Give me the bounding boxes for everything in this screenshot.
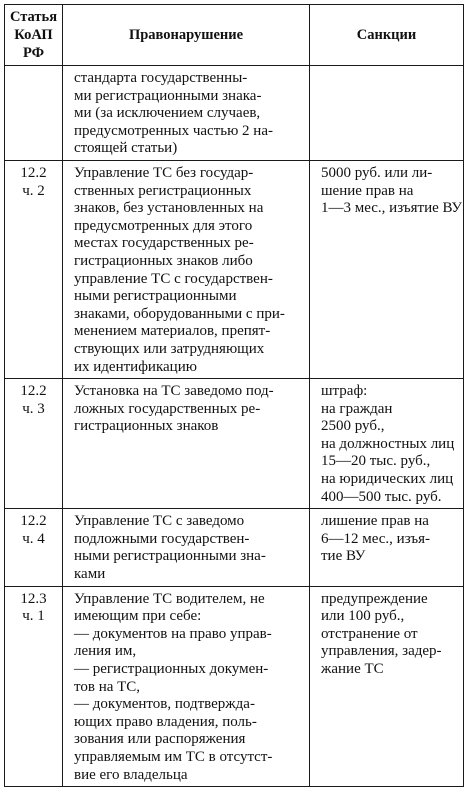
offense-line: — документов на право управ- [74, 625, 272, 642]
sanction-line: 5000 руб. или ли- [321, 164, 433, 181]
offense-line: имеющим при себе: [74, 608, 202, 625]
offense-cell [63, 586, 310, 787]
table-row [5, 586, 464, 787]
header-article [5, 5, 63, 66]
table-body [5, 66, 464, 787]
sanction-line: отстранение от [321, 625, 418, 642]
offense-line: ными регистрационными зна- [74, 548, 266, 565]
sanction-line: 1—3 мес., изъятие ВУ [321, 200, 462, 217]
offense-line: знаков, без установленных на [74, 200, 264, 217]
offense-line: их идентификацию [74, 358, 197, 375]
offense-line: ложных государственных ре- [74, 400, 261, 417]
offense-line: подложными государствен- [74, 530, 250, 547]
header-article-line: КоАП [14, 27, 53, 43]
offense-line: гистрационных знаков [74, 418, 219, 435]
offense-line: ми регистрационными знака- [74, 87, 262, 104]
offense-line: предусмотренных для этого [74, 217, 253, 234]
sanction-line: 400—500 тыс. руб. [321, 488, 442, 505]
offense-line: Управление ТС без государ- [74, 164, 254, 181]
article-line: ч. 2 [22, 182, 45, 199]
article-line: ч. 3 [22, 400, 45, 417]
offense-line: вие его владельца [74, 766, 188, 783]
offense-line: ствующих или затрудняющих [74, 340, 265, 357]
offense-line: ющих право владения, поль- [74, 713, 257, 730]
article-line: 12.2 [20, 513, 47, 530]
header-sanction: Санкции [310, 5, 464, 66]
offense-line: стоящей статьи) [74, 140, 178, 157]
offense-line: менением материалов, препят- [74, 323, 271, 340]
offense-line: Управление ТС с заведомо [74, 513, 245, 530]
article-line: 12.3 [20, 590, 47, 607]
sanction-cell [310, 66, 464, 161]
offense-line: — регистрационных докумен- [74, 661, 269, 677]
offense-line: управление ТС с государствен- [74, 270, 273, 287]
offense-line: Установка на ТС заведомо под- [74, 383, 274, 400]
article-line: ч. 4 [22, 530, 45, 547]
offense-line: ми (за исключением случаев, [74, 105, 261, 122]
offense-line: Управление ТС водителем, не [74, 590, 265, 607]
sanction-line: тие ВУ [321, 548, 366, 565]
sanction-cell [310, 586, 464, 787]
table-row [5, 509, 464, 586]
offense-line: знаками, оборудованными с при- [74, 305, 285, 322]
offense-line: ками [74, 566, 106, 583]
article-cell [5, 160, 63, 378]
offense-line: зования или распоряжения [74, 731, 246, 748]
sanction-line: управления, задер- [321, 643, 442, 660]
offense-line: местах государственных ре- [74, 235, 254, 252]
offense-line: — документов, подтвержда- [74, 696, 255, 713]
sanction-line: предупреждение [321, 590, 428, 607]
offense-cell [63, 66, 310, 161]
sanction-line: на юридических лиц [321, 471, 454, 488]
table-header-row [5, 5, 464, 66]
header-offense: Правонарушение [63, 5, 310, 66]
offense-line: ления им, [74, 643, 137, 660]
article-cell [5, 586, 63, 787]
table-row [5, 379, 464, 509]
sanction-line: штраф: [321, 383, 368, 400]
offense-line: стандарта государственны- [74, 70, 248, 86]
sanction-line: жание ТС [321, 661, 384, 677]
sanction-line: или 100 руб., [321, 608, 405, 625]
offense-line: тов на ТС, [74, 678, 141, 695]
sanction-cell [310, 379, 464, 509]
offense-line: управляемым им ТС в отсутст- [74, 748, 273, 765]
article-line: 12.2 [20, 383, 47, 400]
table-row [5, 160, 464, 378]
offense-line: ственных регистрационных [74, 182, 252, 199]
offense-line: гистрационных знаков либо [74, 252, 253, 269]
offense-cell [63, 160, 310, 378]
article-cell [5, 379, 63, 509]
sanction-line: на граждан [321, 400, 393, 417]
sanction-line: на должностных лиц [321, 435, 455, 452]
offense-line: предусмотренных частью 2 на- [74, 122, 273, 139]
header-article-line: Статья [9, 9, 58, 25]
offenses-table [4, 4, 464, 787]
offense-cell [63, 509, 310, 586]
sanction-cell [310, 509, 464, 586]
sanction-line: шение прав на [321, 182, 414, 199]
sanction-line: лишение прав на [321, 513, 429, 530]
header-article-line: РФ [22, 45, 45, 61]
offense-line: ными регистрационными [74, 288, 237, 305]
sanction-line: 15—20 тыс. руб., [321, 453, 431, 470]
table-row [5, 66, 464, 161]
offense-cell [63, 379, 310, 509]
sanction-line: 2500 руб., [321, 418, 385, 435]
sanction-line: 6—12 мес., изъя- [321, 530, 431, 547]
article-line: ч. 1 [22, 608, 45, 625]
article-line: 12.2 [20, 164, 47, 181]
article-cell [5, 66, 63, 161]
sanction-cell [310, 160, 464, 378]
article-cell [5, 509, 63, 586]
